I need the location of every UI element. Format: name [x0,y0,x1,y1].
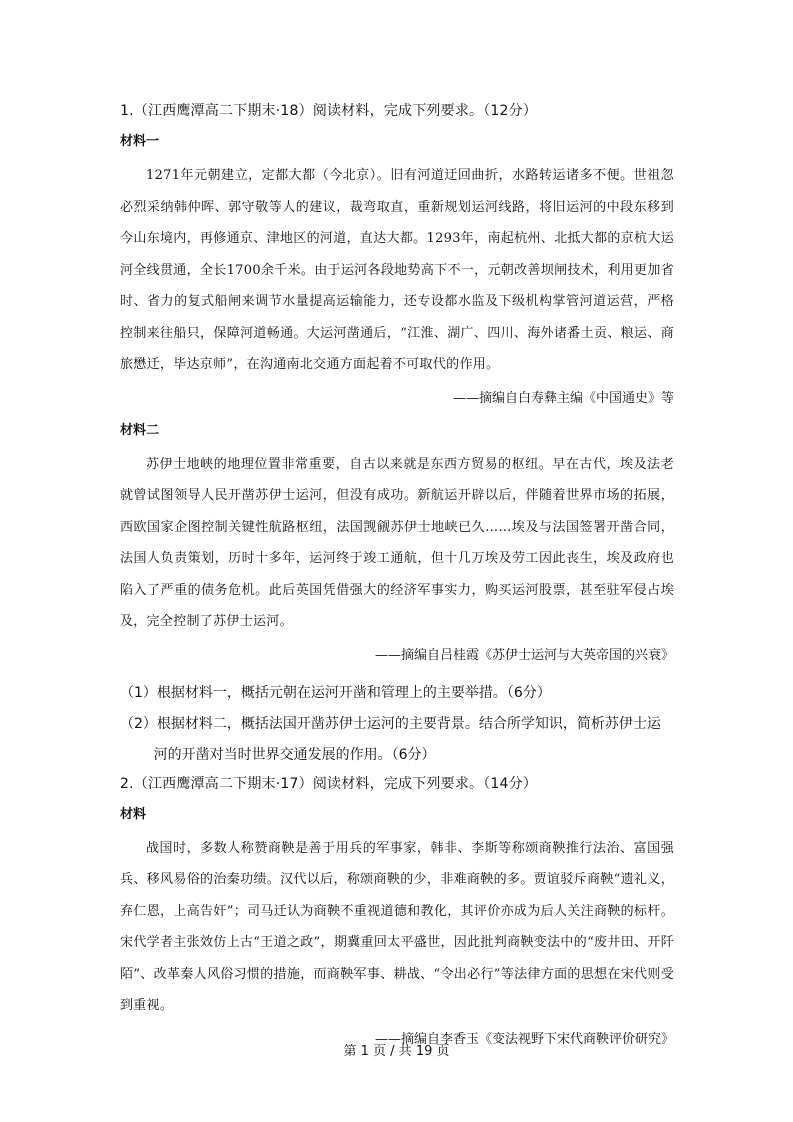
material-2-text: 苏伊士地峡的地理位置非常重要，自古以来就是东西方贸易的枢纽。早在古代，埃及法老就曾试图领导人民开凿苏伊士运河，但没有成功。新航运开辟以后，伴随着世界市场的拓展，西欧国家企图控制关键性航路枢纽，法国觊觎苏伊士地峡已久……埃及与法国签署开凿合同，法国人负责策划，历时十多年，运河终于竣工通航，但十几万埃及劳工因此丧生，埃及政府也陷入了严重的债务危机。此后英国凭借强大的经济军事实力，购买运河股票，甚至驻军侵占埃及，完全控制了苏伊士运河。 [120,456,674,629]
question-2 [120,773,674,1052]
sub-question-1: （1）根据材料一，概括元朝在运河开凿和管理上的主要举措。（6分） [120,684,551,701]
material-text: 战国时，多数人称赞商鞅是善于用兵的军事家，韩非、李斯等称颂商鞅推行法治、富国强兵、移风易俗的治秦功绩。汉代以后，称颂商鞅的少，非难商鞅的多。贾谊驳斥商鞅“遗礼义，弃仁恩，上高告奸”；司马迁认为商鞅不重视道德和教化，其评价亦成为后人关注商鞅的标杆。宋代学者主张效仿上古“王道之政”，期冀重回太平盛世，因此批判商鞅变法中的“废井田、开阡陌”、改革秦人风俗习惯的措施，而商鞅军事、耕战、“令出必行”等法律方面的思想在宋代则受到重视。 [120,840,674,1013]
material-2-source: ——摘编自吕桂霞《苏伊士运河与大英帝国的兴衰》 [374,647,674,663]
question-2-title: 2.（江西鹰潭高二下期末·17）阅读材料，完成下列要求。（14分） [120,775,538,792]
material-1-label: 材料一 [120,134,160,149]
material-label: 材料 [120,806,147,822]
question-1-title: 1.（江西鹰潭高二下期末·18）阅读材料，完成下列要求。（12分） [120,103,538,119]
page-content [120,100,674,1062]
material-1-source: ——摘编自白寿彝主编《中国通史》等 [452,390,674,406]
material-1-text: 1271年元朝建立，定都大都（今北京）。旧有河道迂回曲折，水路转运诸多不便。世祖忽必烈采纳韩仲晖、郭守敬等人的建议，裁弯取直，重新规划运河线路，将旧运河的中段东移到今山东境内，再修通京、津地区的河道，直达大都。1293年，南起杭州、北抵大都的京杭大运河全线贯通，全长1700余千米。由于运河各段地势高下不一，元朝改善坝闸技术，利用更加省时、省力的复式船闸来调节水量提高运输能力，还专设都水监及下级机构掌管河道运营，严格控制来往船只，保障河道畅通。大运河凿通后，“江淮、湖广、四川、海外诸番土贡、粮运、商旅懋迁，毕达京师”，在沟通南北交通方面起着不可取代的作用。 [120,168,674,372]
material-2-label: 材料二 [120,422,160,438]
sub-question-2: （2）根据材料二，概括法国开凿苏伊士运河的主要背景。结合所学知识，简析苏伊士运河的开凿对当时世界交通发展的作用。（6分） [120,715,661,763]
question-1 [120,100,674,771]
page-number: 第 1 页 / 共 19 页 [343,1044,450,1059]
material-source: ——摘编自李香玉《变法视野下宋代商鞅评价研究》 [374,1031,674,1047]
